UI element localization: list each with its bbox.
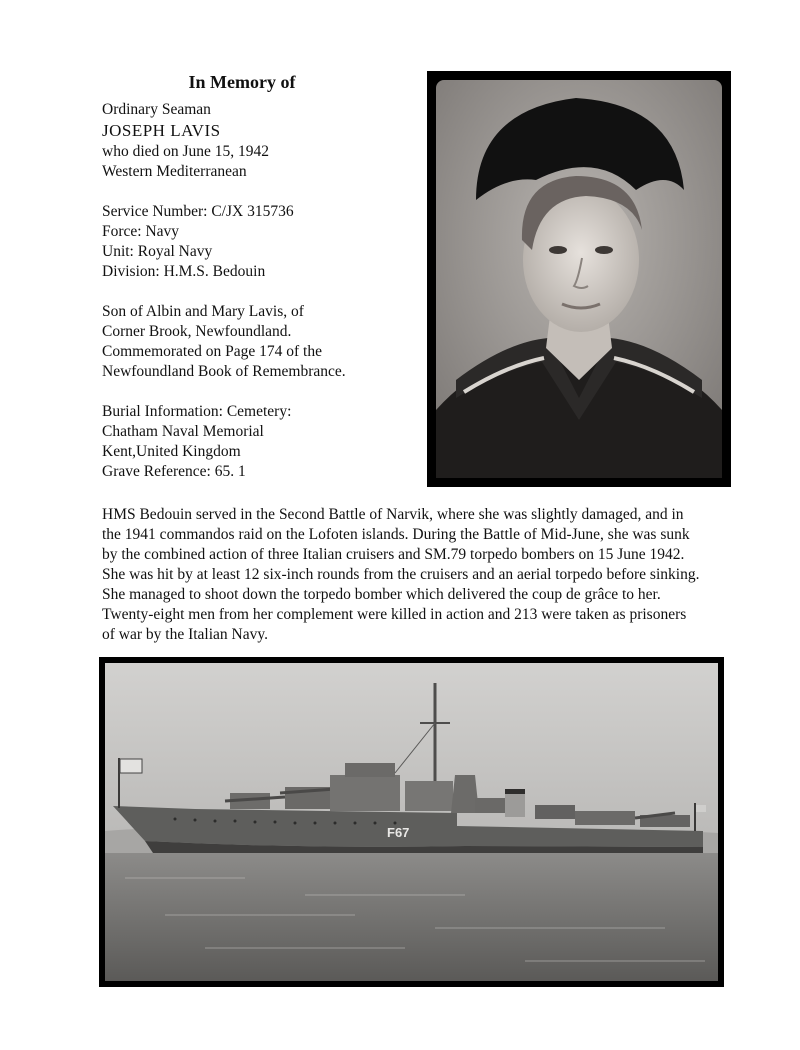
force: Force: Navy — [102, 223, 180, 240]
memorial-heading: In Memory of — [188, 72, 296, 92]
history-line: HMS Bedouin served in the Second Battle of Narvik, where she was slightly damaged, and in — [102, 506, 684, 523]
death-date: who died on June 15, 1942 — [102, 143, 270, 160]
ship-history — [102, 505, 752, 645]
history-line: She was hit by at least 12 six-inch rounds from the cruisers and an aerial torpedo before sinking. — [102, 566, 700, 583]
family-line: Son of Albin and Mary Lavis, of — [102, 303, 304, 320]
ship-photo — [99, 657, 724, 987]
death-place: Western Mediterranean — [102, 163, 247, 180]
destroyer-image — [105, 663, 718, 981]
history-line: Twenty-eight men from her complement were killed in action and 213 were taken as prisoners — [102, 606, 687, 623]
family-line: Newfoundland Book of Remembrance. — [102, 363, 346, 380]
personal-details — [102, 100, 412, 482]
burial-line: Chatham Naval Memorial — [102, 423, 264, 440]
rank: Ordinary Seaman — [102, 101, 211, 118]
history-line: She managed to shoot down the torpedo bomber which delivered the coup de grâce to her. — [102, 586, 661, 603]
portrait-photo — [427, 71, 731, 487]
division: Division: H.M.S. Bedouin — [102, 263, 266, 280]
service-number: Service Number: C/JX 315736 — [102, 203, 294, 220]
family-line: Corner Brook, Newfoundland. — [102, 323, 292, 340]
burial-line: Burial Information: Cemetery: — [102, 403, 292, 420]
soldier-name: JOSEPH LAVIS — [102, 121, 221, 140]
burial-line: Kent,United Kingdom — [102, 443, 241, 460]
sailor-portrait-image — [436, 80, 722, 478]
history-line: of war by the Italian Navy. — [102, 626, 268, 643]
history-line: by the combined action of three Italian cruisers and SM.79 torpedo bombers on 15 June 1942. — [102, 546, 685, 563]
grave-reference: Grave Reference: 65. 1 — [102, 463, 246, 480]
history-line: the 1941 commandos raid on the Lofoten islands. During the Battle of Mid-June, she was sunk — [102, 526, 690, 543]
pennant-number: F67 — [387, 825, 410, 840]
unit: Unit: Royal Navy — [102, 243, 213, 260]
family-line: Commemorated on Page 174 of the — [102, 343, 322, 360]
